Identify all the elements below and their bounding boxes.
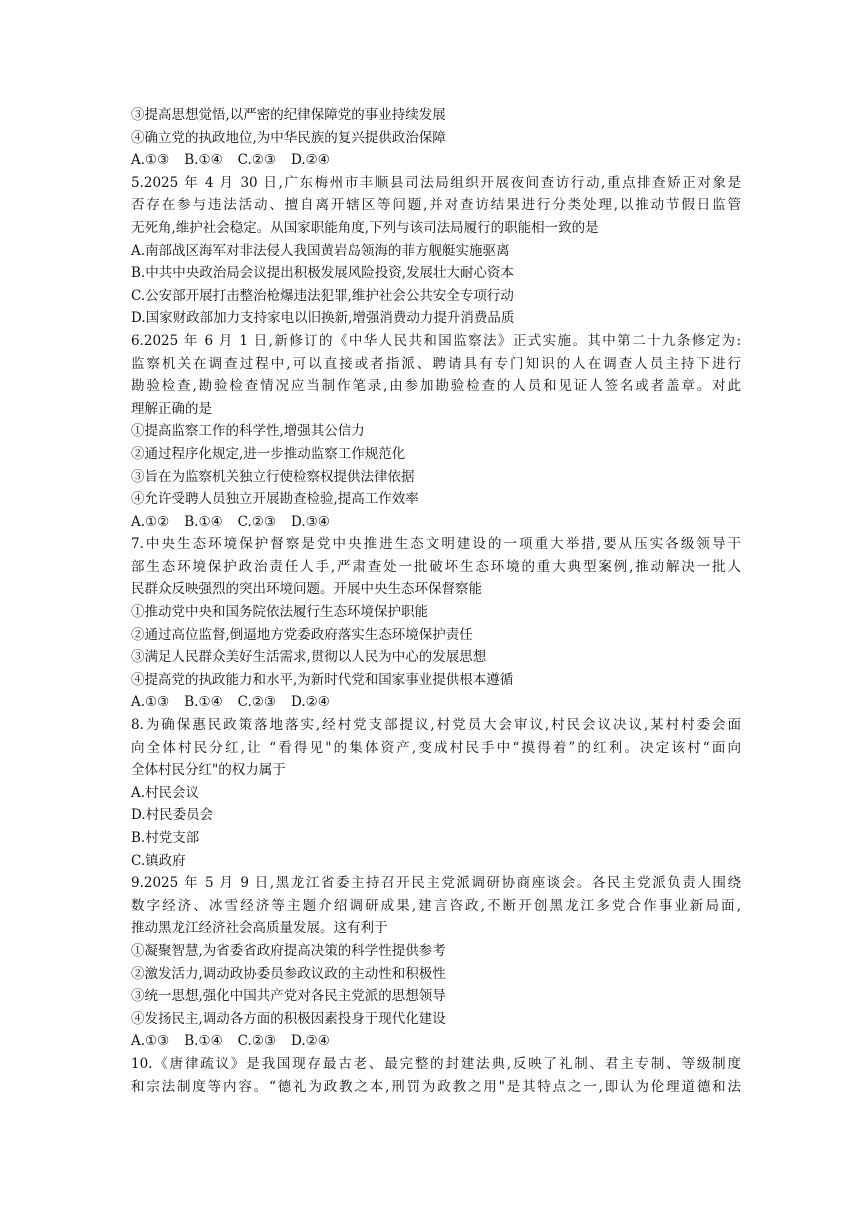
- text-line: 5.2025 年 4 月 30 日,广东梅州市丰顺县司法局组织开展夜间查访行动,重点排查矫正对象是: [131, 174, 741, 191]
- text-line: 推动黑龙江经济社会高质量发展。这有利于: [131, 920, 388, 937]
- answer-option: C.②③: [237, 152, 277, 169]
- text-line: 监察机关在调查过程中,可以直接或者指派、聘请具有专门知识的人在调查人员主持下进行: [131, 355, 741, 372]
- text-line: 民群众反映强烈的突出环境问题。开展中央生态环保督察能: [131, 581, 482, 598]
- answer-option: A.①③: [131, 694, 170, 711]
- text-line: C.镇政府: [131, 852, 186, 869]
- text-line: ③满足人民群众美好生活需求,贯彻以人民为中心的发展思想: [131, 649, 487, 666]
- text-line: ②通过高位监督,倒逼地方党委政府落实生态环境保护责任: [131, 626, 473, 643]
- text-line: ④允许受聘人员独立开展勘查检验,提高工作效率: [131, 491, 419, 508]
- document-page: [131, 104, 741, 1098]
- text-line: D.村民委员会: [131, 807, 214, 824]
- text-line: 8.为确保惠民政策落地落实,经村党支部提议,村党员大会审议,村民会议决议,某村村委会面: [131, 717, 741, 734]
- text-line: 向全体村民分红,让 “看得见"的集体资产,变成村民手中“摸得着”的红利。决定该村“面向: [131, 739, 741, 756]
- text-line: 9.2025 年 5 月 9 日,黑龙江省委主持召开民主党派调研协商座谈会。各民主党派负责人围绕: [131, 875, 741, 892]
- text-line: 7.中央生态环境保护督察是党中央推进生态文明建设的一项重大举措,要从压实各级领导干: [131, 536, 741, 553]
- answer-option: A.①③: [131, 1033, 170, 1050]
- text-line: 全体村民分红"的权力属于: [131, 762, 286, 779]
- text-line: ①提高监察工作的科学性,增强其公信力: [131, 423, 365, 440]
- text-line: 和宗法制度等内容。“德礼为政教之本,刑罚为政教之用"是其特点之一,即认为伦理道德和法: [131, 1078, 741, 1095]
- answer-option: C.②③: [237, 513, 277, 530]
- answer-option: B.①④: [184, 513, 223, 530]
- text-line: ③旨在为监察机关独立行使检察权提供法律依据: [131, 468, 415, 485]
- answer-options: [131, 511, 741, 534]
- text-line: 勘验检查,勘验检查情况应当制作笔录,由参加勘验检查的人员和见证人签名或者盖章。对此: [131, 378, 741, 395]
- text-line: 否存在参与违法活动、擅自离开辖区等问题,并对查访结果进行分类处理,以推动节假日监管: [131, 197, 741, 214]
- text-line: A.南部战区海军对非法侵人我国黄岩岛领海的菲方舰艇实施驱离: [131, 242, 510, 259]
- answer-option: B.①④: [184, 152, 223, 169]
- text-line: ④确立党的执政地位,为中华民族的复兴提供政治保障: [131, 129, 446, 146]
- text-line: ②激发活力,调动政协委员参政议政的主动性和积极性: [131, 965, 446, 982]
- answer-options: [131, 149, 741, 172]
- text-line: 无死角,维护社会稳定。从国家职能角度,下列与该司法局履行的职能相一致的是: [131, 219, 599, 236]
- text-line: A.村民会议: [131, 784, 200, 801]
- text-line: 6.2025 年 6 月 1 日,新修订的《中华人民共和国监察法》正式实施。其中第二十九条修定为:: [131, 332, 741, 349]
- text-line: B.中共中央政治局会议提出积极发展风险投资,发展壮大耐心资本: [131, 265, 515, 282]
- text-line: 10.《唐律疏议》是我国现存最古老、最完整的封建法典,反映了礼制、君主专制、等级制度: [131, 1055, 741, 1072]
- text-line: 部生态环境保护政治责任人手,严肃查处一批破坏生态环境的重大典型案例,推动解决一批人: [131, 558, 741, 575]
- text-line: 数字经济、冰雪经济等主题介绍调研成果,建言咨政,不断开创黑龙江多党合作事业新局面,: [131, 897, 741, 914]
- text-line: D.国家财政部加力支持家电以旧换新,增强消费动力提升消费品质: [131, 310, 515, 327]
- text-line: ①凝聚智慧,为省委省政府提高决策的科学性提供参考: [131, 942, 446, 959]
- text-line: C.公安部开展打击整治枪爆违法犯罪,维护社会公共安全专项行动: [131, 287, 514, 304]
- text-line: ③提高思想觉悟,以严密的纪律保障党的事业持续发展: [131, 107, 446, 123]
- answer-option: D.②④: [291, 152, 330, 169]
- text-line: ①推动党中央和国务院依法履行生态环境保护职能: [131, 604, 428, 621]
- answer-option: A.①②: [131, 513, 170, 530]
- answer-option: D.③④: [291, 513, 330, 530]
- answer-option: B.①④: [184, 694, 223, 711]
- text-line: ②通过程序化规定,进一步推动监察工作规范化: [131, 445, 406, 462]
- text-line: ④发扬民主,调动各方面的积极因素投身于现代化建设: [131, 1010, 446, 1027]
- answer-option: C.②③: [237, 1033, 277, 1050]
- answer-options: [131, 691, 741, 714]
- answer-option: C.②③: [237, 694, 277, 711]
- answer-option: B.①④: [184, 1033, 223, 1050]
- text-line: ③统一思想,强化中国共产党对各民主党派的思想领导: [131, 988, 446, 1005]
- answer-option: A.①③: [131, 152, 170, 169]
- text-line: 理解正确的是: [131, 400, 212, 417]
- answer-options: [131, 1030, 741, 1053]
- text-line: ④提高党的执政能力和水平,为新时代党和国家事业提供根本遵循: [131, 671, 514, 688]
- answer-option: D.②④: [291, 694, 330, 711]
- text-line: B.村党支部: [131, 830, 200, 846]
- answer-option: D.②④: [291, 1033, 330, 1050]
